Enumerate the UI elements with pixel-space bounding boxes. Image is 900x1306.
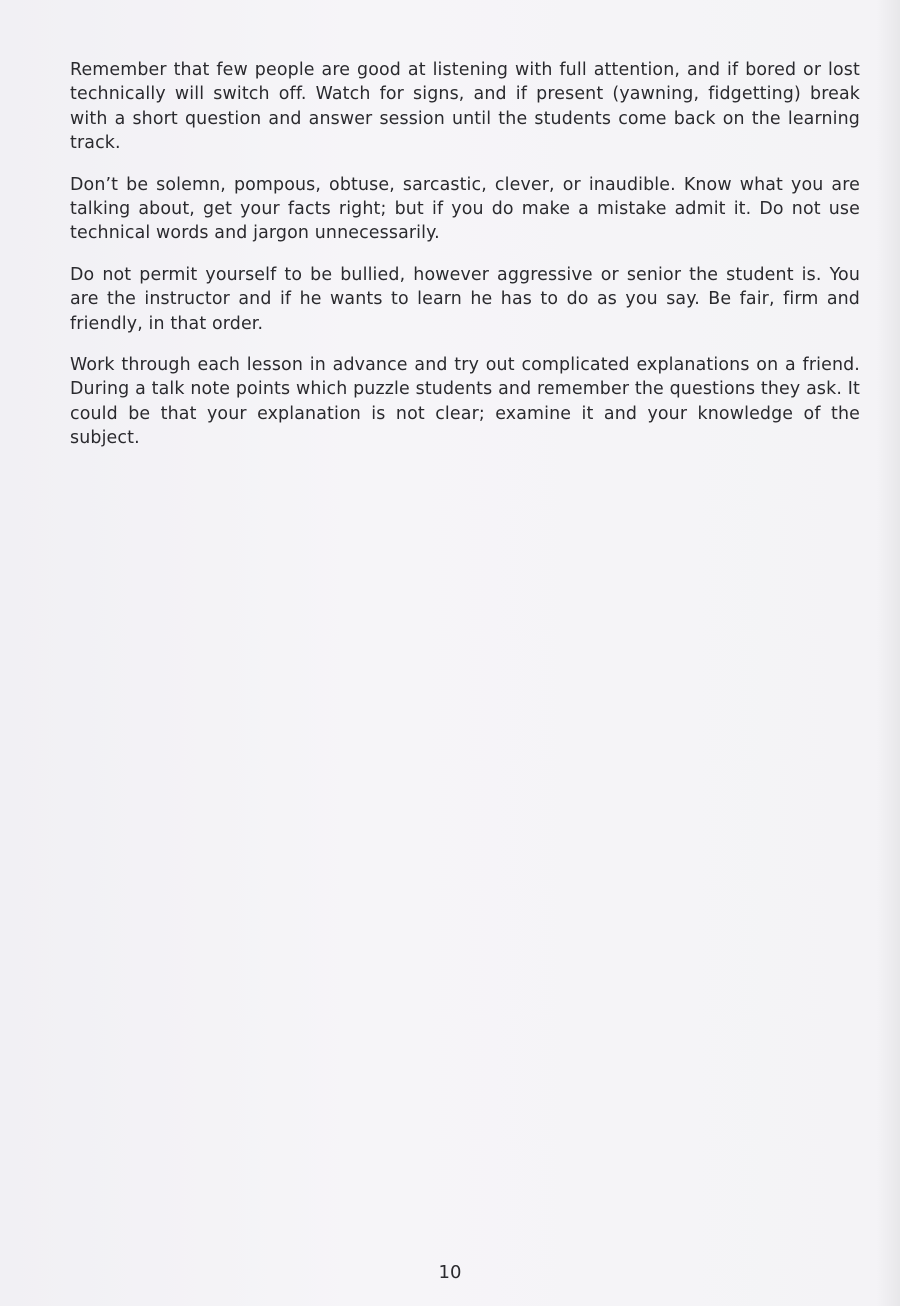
paragraph-authority: Do not permit yourself to be bullied, however aggressive or senior the student is. You are the instructor and if he wants to learn he has to do as you say. Be fair, firm and friendly, in that order. [70,264,860,334]
page-edge-shadow [876,0,900,1306]
paragraph-preparation: Work through each lesson in advance and try out complicated explanations on a friend. During a talk note points which puzzle students and remember the questions they ask. It could be that your explanation is not clear; examine it and your knowledge of the subject. [70,355,860,449]
body-text [70,58,860,468]
paragraph-demeanour: Don’t be solemn, pompous, obtuse, sarcastic, clever, or inaudible. Know what you are talking about, get your facts right; but if you do make a mistake admit it. Do not use technical words and jargon unnecessarily. [70,174,860,244]
paragraph-listening: Remember that few people are good at listening with full attention, and if bored or lost technically will switch off. Watch for signs, and if present (yawning, fidgetting) break with a short question and answer session until the students come back on the learning track. [70,60,860,154]
page-number: 10 [438,1262,462,1283]
